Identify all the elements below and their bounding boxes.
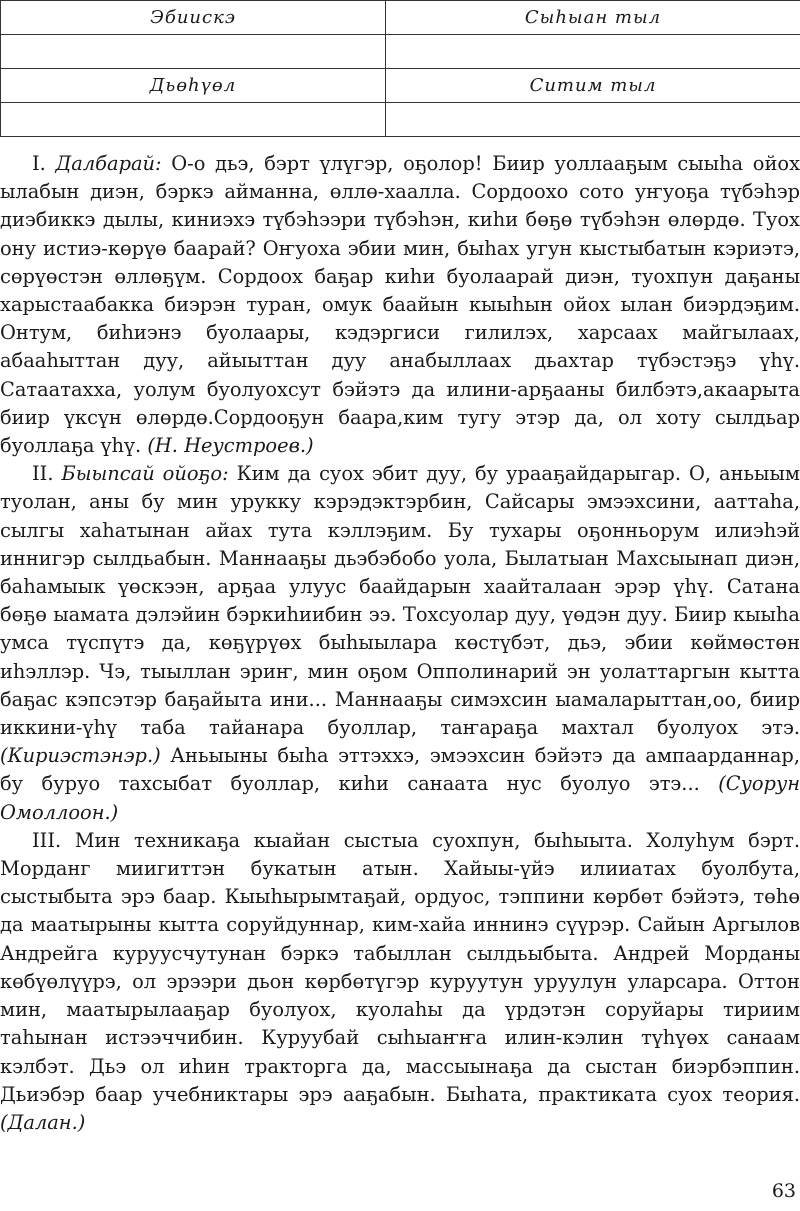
paragraph-text: Ким да суох эбит дуу, бу урааҕайдарыгар. О, аньыым туолан, аны бу мин урукку кэрэдэктэрбин, Сайсары эмээхсини, ааттаһа, сылгы хаһатынан айах тута кэллэҕим. Бу тухары оҕонньорум илиэһэй иннигэр сылдьабын. Маннааҕы дьэбэбобо уола, Былатыан Махсыынап диэн, баһамыык үөскээн, арҕаа улуус баайдарын хаайталаан эрэр үһү. Сатана бөҕө ыамата дэлэйин бэркиһиибин ээ. Тохсуолар дуу, үөдэн дуу. Биир кыыһа умса түспүтэ да, көҕүрүөх быһыылара көстүбэт, дьэ, эбии көймөстөн иһэллэр. Чэ, тыыллан эриҥ, мин оҕом Опполинарий эн уолаттаргын кытта баҕас кэпсэтэр баҕайыта ини... Маннааҕы симэхсин ыамаларыттан,оо, биир иккини-үһү таба тайанара буоллар, таҥараҕа махтал буолуох этэ. <box>0 462 800 740</box>
stage-direction: (Кириэстэнэр.) <box>0 744 161 768</box>
word-table-left <box>0 0 386 137</box>
table-cell-empty <box>386 35 800 69</box>
source-citation: (Н. Неустроев.) <box>147 434 314 458</box>
word-table <box>0 0 386 137</box>
text-body <box>0 150 800 1137</box>
table-cell: Эбиискэ <box>1 1 386 35</box>
table-cell: Сыһыан тыл <box>386 1 800 35</box>
paragraph-1 <box>0 150 800 460</box>
page-number: 63 <box>771 1180 796 1202</box>
table-cell: Дьөһүөл <box>1 69 386 103</box>
paragraph-text: Аньыыны быһа эттэххэ, эмээхсин бэйэтэ да ампаарданнар, бу буруо тахсыбат буоллар, киһи санаата нус буолуо этэ... <box>0 744 800 796</box>
paragraph-2 <box>0 460 800 827</box>
source-citation: (Далан.) <box>0 1110 86 1134</box>
word-table-col2 <box>385 0 800 137</box>
table-cell: Ситим тыл <box>386 69 800 103</box>
speaker-name: Далбарай: <box>55 152 162 175</box>
table-cell-empty <box>1 35 386 69</box>
word-table-right <box>385 0 800 137</box>
source-citation: (Суорун Омоллоон.) <box>0 772 800 824</box>
paragraph-text: О-о дьэ, бэрт үлүгэр, оҕолор! Биир уоллааҕым сыыһа ойох ылабын диэн, бэркэ айманна, өллө-хаалла. Сордоохо сото уҥуоҕа түбэһэр диэбиккэ дылы, киниэхэ түбэһээри түбэһэн, киһи бөҕө түбэһэн өлөрдө. Туох ону истиэ-көрүө баарай? Оҥуоха эбии мин, быһах угун кыстыбатын кэриэтэ, сөрүөстэн өллөҕүм. Сордоох баҕар киһи буолаарай диэн, туохпун даҕаны харыстаабакка биэрэн туран, омук баайын кыыһын ойох ылан биэрдэҕим. Онтум, биһиэнэ буолаары, кэдэргиси гилилэх, харсаах майгылаах, абааһыттан дуу, айыыттан дуу анабыллаах дьахтар түбэстэҕэ үһү. Сатаатахха, уолум буолуохсут бэйэтэ да илини-арҕааны билбэтэ,акаарыта биир үксүн өлөрдө.Сордооҕун баара,ким тугу этэр да, ол хоту сылдьар буоллаҕа үһү. <box>0 152 800 458</box>
paragraph-text: Мин техникаҕа кыайан сыстыа суохпун, быһыыта. Холуһум бэрт. Морданг миигиттэн букатын атын. Хайыы-үйэ илииатах буолбута, сыстыбыта эрэ баар. Кыыһырымтаҕай, ордуос, тэппини көрбөт бэйэтэ, төһө да маатырыны кытта соруйдуннар, ким-хайа иннинэ сүүрэр. Сайын Аргылов Андрейга куруусчутунан бэркэ табыллан сылдьыбыта. Андрей Морданы көбүөлүүрэ, ол эрээри дьон көрбөтүгэр куруутун уруулун уларсара. Оттон мин, маатырылааҕар буолуох, куолаһы да үрдэтэн соруйары тириим таһынан истээччибин. Куруубай сыһыаҥҥа илин-кэлин түһүөх санаам кэлбэт. Дьэ ол иһин тракторга да, массыынаҕа да сыстан биэрбэппин. Дьиэбэр баар учебниктары эрэ ааҕабын. Быһата, практиката суох теория. <box>0 828 800 1106</box>
paragraph-3 <box>0 827 800 1137</box>
table-cell-empty <box>386 103 800 137</box>
paragraph-number: II. <box>32 462 54 486</box>
table-cell-empty <box>1 103 386 137</box>
speaker-name: Быыпсай ойоҕо: <box>61 462 229 486</box>
paragraph-number: III. <box>32 828 62 852</box>
paragraph-number: I. <box>32 152 46 175</box>
